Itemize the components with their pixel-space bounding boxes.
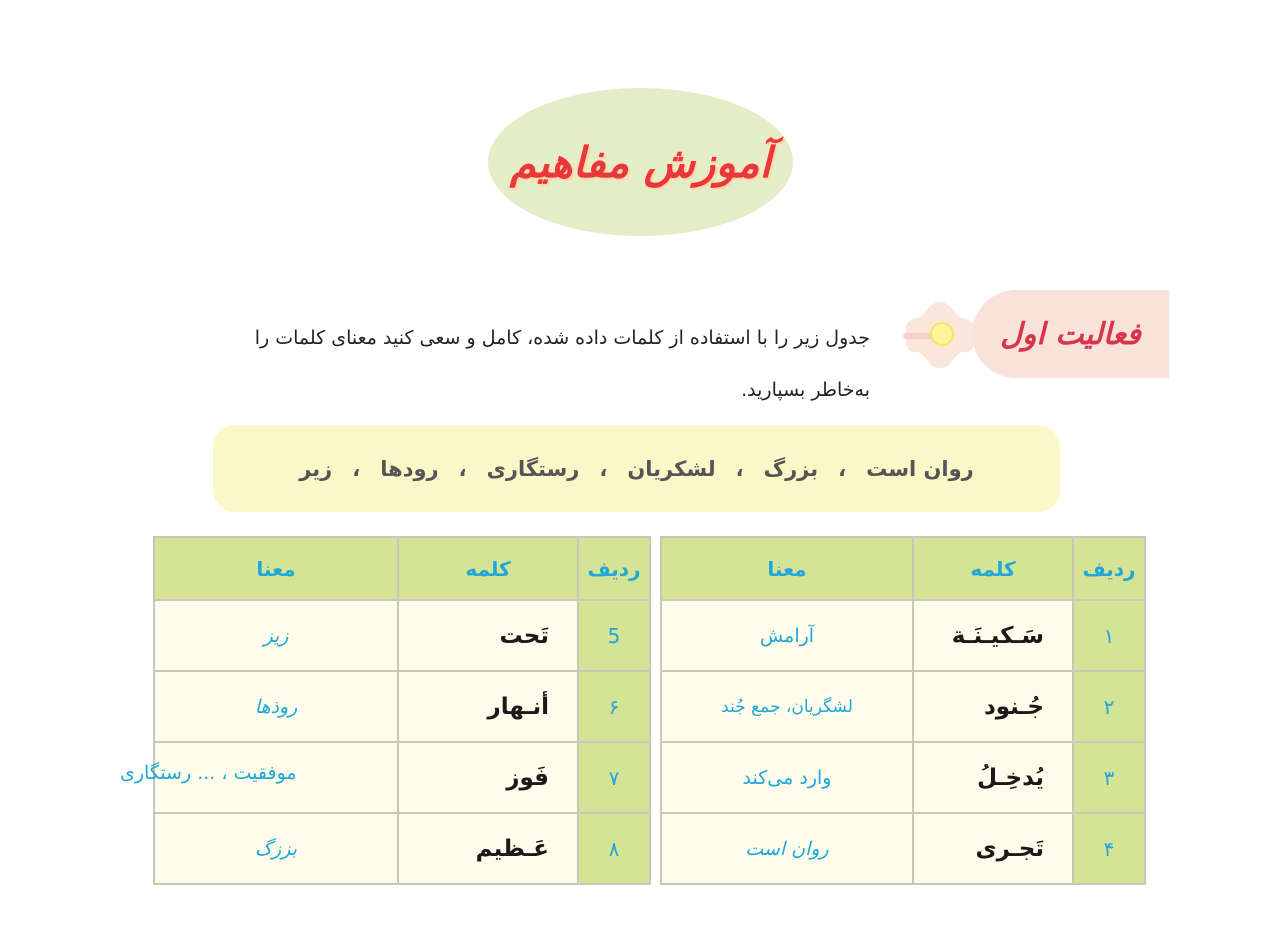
word-bank-separator: ، xyxy=(352,456,361,481)
vocab-meaning-handwritten[interactable]: روان است xyxy=(661,813,913,884)
table-row xyxy=(661,813,1145,884)
vocab-meaning[interactable]: آرامش xyxy=(661,600,913,671)
vocab-meaning-handwritten[interactable]: زیز xyxy=(154,600,398,671)
vocab-word: فَوز xyxy=(398,742,578,813)
header-row-number: ردیف xyxy=(1073,537,1145,600)
header-meaning: معنا xyxy=(661,537,913,600)
table-row xyxy=(661,742,1145,813)
vocab-word: تَحت xyxy=(398,600,578,671)
table-row xyxy=(154,671,650,742)
vocab-table-left xyxy=(153,536,651,885)
header-row-number: ردیف xyxy=(578,537,650,600)
instruction-line-1: جدول زیر را با استفاده از کلمات داده شده، کامل و سعی کنید معنای کلمات را xyxy=(254,327,870,349)
word-bank-item: بزرگ xyxy=(763,456,819,481)
vocab-table-right xyxy=(660,536,1146,885)
row-number: ۲ xyxy=(1073,671,1145,742)
header-word: کلمه xyxy=(913,537,1073,600)
vocab-word: أنـهار xyxy=(398,671,578,742)
table-row xyxy=(154,813,650,884)
header-word: کلمه xyxy=(398,537,578,600)
flower-ornament-icon xyxy=(900,296,980,374)
word-bank-item: رستگاری xyxy=(486,456,580,481)
table-row xyxy=(154,600,650,671)
table-header-row xyxy=(661,537,1145,600)
word-bank-separator: ، xyxy=(838,456,847,481)
table-header-row xyxy=(154,537,650,600)
vocab-meaning[interactable]: وارد می‌کند xyxy=(661,742,913,813)
word-bank xyxy=(213,425,1060,512)
row-number: ۸ xyxy=(578,813,650,884)
header-meaning: معنا xyxy=(154,537,398,600)
page-title: آموزش مفاهیم xyxy=(509,137,772,187)
vocab-meaning-handwritten[interactable]: روذها xyxy=(154,671,398,742)
instruction-line-2: به‌خاطر بسپارید. xyxy=(741,379,870,401)
vocab-word: جُـنود xyxy=(913,671,1073,742)
row-number: ۳ xyxy=(1073,742,1145,813)
row-number: ۷ xyxy=(578,742,650,813)
activity-badge: فعالیت اول xyxy=(972,290,1169,378)
row-number: 5 xyxy=(578,600,650,671)
word-bank-separator: ، xyxy=(458,456,467,481)
vocab-word: يُدخِـلُ xyxy=(913,742,1073,813)
vocab-meaning-handwritten[interactable]: بززگ xyxy=(154,813,398,884)
row-number: ۶ xyxy=(578,671,650,742)
word-bank-separator: ، xyxy=(599,456,608,481)
row-number: ۱ xyxy=(1073,600,1145,671)
vocab-word: سَـکیـنَـة xyxy=(913,600,1073,671)
word-bank-item: لشکریان xyxy=(627,456,716,481)
row-number: ۴ xyxy=(1073,813,1145,884)
vocab-meaning[interactable]: لشگریان، جمع جُند xyxy=(661,671,913,742)
table-row xyxy=(661,671,1145,742)
table-row xyxy=(661,600,1145,671)
vocab-word: عَـظیم xyxy=(398,813,578,884)
word-bank-separator: ، xyxy=(735,456,744,481)
word-bank-item: زیر xyxy=(299,456,333,481)
instruction-text xyxy=(128,312,870,416)
vocab-word: تَجـری xyxy=(913,813,1073,884)
vocab-meaning-overflow: موفقیت ، ... رستگاری xyxy=(120,762,297,784)
word-bank-item: روان است xyxy=(866,456,974,481)
word-bank-item: رودها xyxy=(380,456,439,481)
